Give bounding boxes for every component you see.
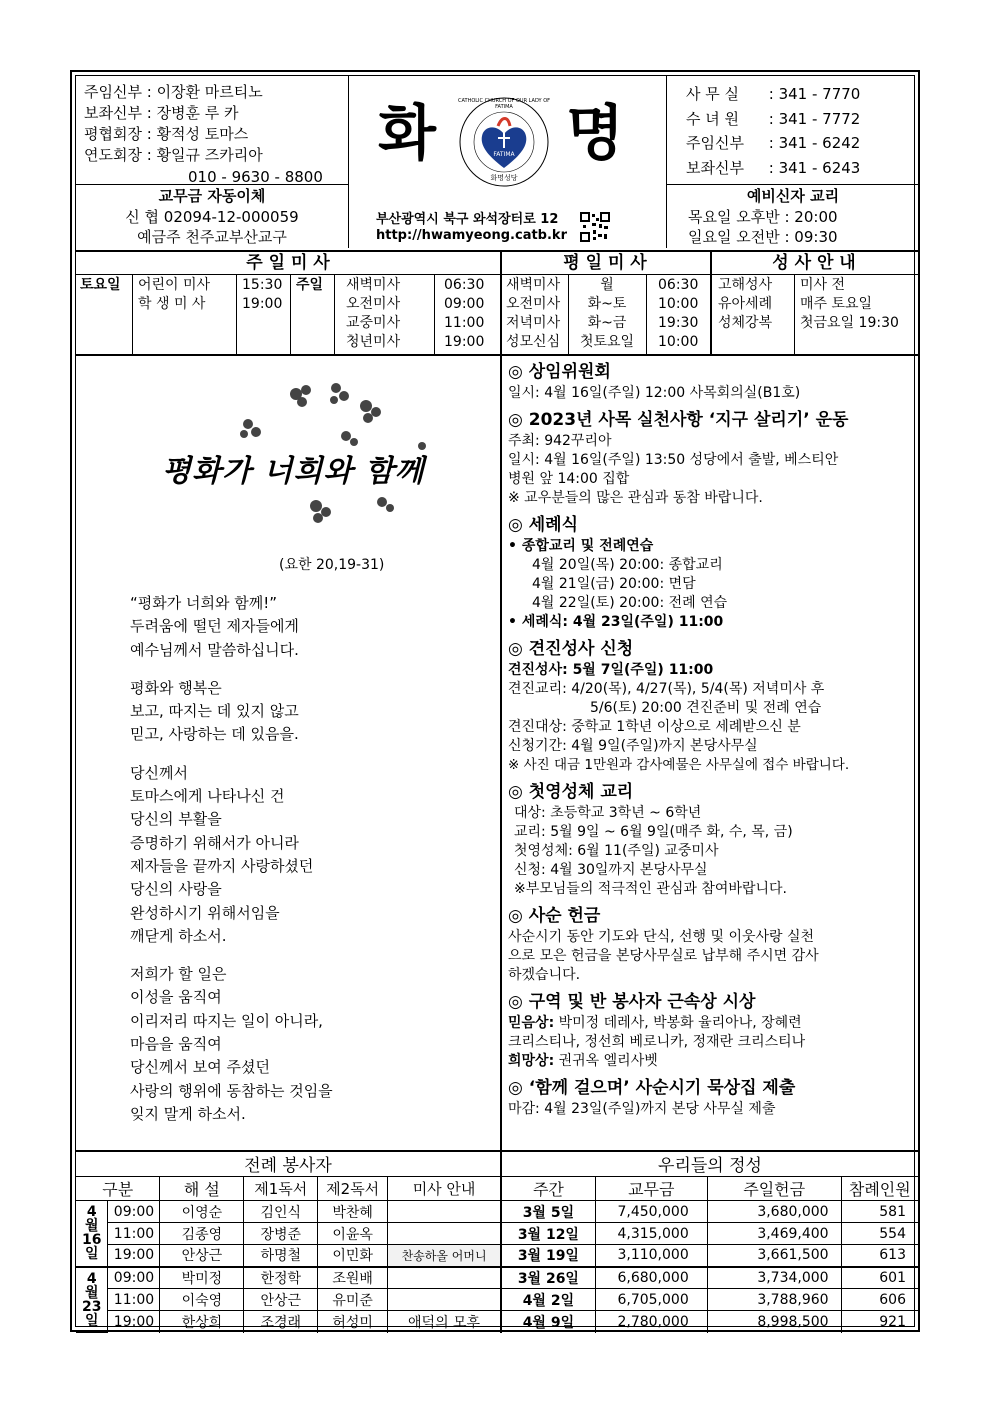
sunday-mass-title: 주 일 미 사 [246,253,330,273]
poem-line: 완성하시기 위해서임을 [130,903,280,922]
notices-column [508,360,916,1119]
sacrament-when: 첫금요일 19:30 [800,315,899,331]
notice-title: ◎ 견진성사 신청 [508,639,634,659]
notice-title: ◎ 첫영성체 교리 [508,782,634,802]
sacrament-name: 유아세례 [718,296,773,312]
date-cell: 4월23일 [76,1267,108,1333]
logo-bottom-text: 화명성당 [490,174,518,182]
col-header: 교무금 [595,1177,707,1201]
clergy-box [84,82,346,190]
notice-line: 하겠습니다. [508,967,581,983]
notice-line: 희망상: 권귀옥 엘리사벳 [508,1053,658,1069]
table-row: 11:00 이숙영 안상근 유미준 [76,1289,501,1311]
notice-line: 교리: 5월 9일 ~ 6월 9일(매주 화, 수, 목, 금) [514,824,793,840]
parish-address: 부산광역시 북구 와석장터로 12 [376,212,559,227]
sacrament-name: 성체강복 [718,315,773,331]
col-header: 미사 안내 [388,1177,501,1201]
qr-code-icon [580,212,610,242]
sunday-mass-time: 19:00 [444,334,485,350]
sacrament-title: 성 사 안 내 [772,253,856,273]
col-header: 참례인원 [841,1177,918,1201]
notice-line: ※ 사진 대금 1만원과 감사예물은 사무실에 접수 바랍니다. [508,757,850,773]
poem-line: 당신께서 [130,763,188,782]
calligraphy-artwork [136,376,436,536]
notice-line: ※부모님들의 적극적인 관심과 참여바랍니다. [514,881,787,897]
sunday-mass-name: 교중미사 [346,315,401,331]
poem-line: 토마스에게 나타나신 건 [130,787,285,806]
donation-box [76,186,348,248]
notice-line: 사순시기 동안 기도와 단식, 선행 및 이웃사랑 실천 [508,929,815,945]
poem-line: 평화와 행복은 [130,678,222,697]
catechumen-class-2: 일요일 오전반 : 09:30 [688,228,838,246]
notice-line: 4월 20일(목) 20:00: 종합교리 [532,557,723,573]
notice-line: 으로 모은 헌금을 본당사무실로 납부해 주시면 감사 [508,948,819,964]
poem-line: 당신께서 보여 주셨던 [130,1058,270,1077]
notice-line: 견진성사: 5월 7일(주일) 11:00 [508,662,714,678]
phone-row: 수 녀 원 : 341 - 7772 [686,109,861,128]
phone-box [686,82,916,180]
clergy-row: 평협회장 : 황적성 토마스 [84,125,249,143]
table-row: 4월 9일 2,780,000 8,998,500 921 [502,1311,919,1333]
saturday-mass-name: 학 생 미 사 [138,296,206,312]
offering-table [501,1151,918,1333]
weekday-mass-name: 새벽미사 [506,277,561,293]
poem-line: 보고, 따지는 데 있지 않고 [130,702,299,721]
notice-line: 신청: 4월 30일까지 본당사무실 [514,862,708,878]
poem-line: 깨닫게 하소서. [130,926,227,945]
poem-line: 증명하기 위해서가 아니라 [130,833,299,852]
poem-line: 마음을 움직여 [130,1035,222,1054]
phone-row: 사 무 실 : 341 - 7770 [686,85,861,103]
table-row: 3월 19일 3,110,000 3,661,500 613 [502,1245,919,1267]
notice-line: ※ 교우분들의 많은 관심과 동참 바랍니다. [508,490,763,506]
notice-line: 대상: 초등학교 3학년 ~ 6학년 [514,805,702,821]
table-row: 4월16일 09:00 이영순 김인식 박찬혜 [76,1201,501,1223]
weekday-mass-name: 성모신심 [506,334,561,350]
phone-row: 주임신부 : 341 - 6242 [686,134,861,152]
poem-line: 예수님께서 말씀하십니다. [130,640,299,659]
col-header: 제2독서 [318,1177,388,1201]
col-header: 주일헌금 [707,1177,841,1201]
weekday-mass-name: 오전미사 [506,296,561,312]
notice-line: 견진교리: 4/20(목), 4/27(목), 5/4(목) 저녁미사 후 [508,681,825,697]
sunday-mass-name: 새벽미사 [346,277,401,293]
clergy-row: 주임신부 : 이장환 마르티노 [84,83,263,101]
saturday-mass-time: 15:30 [242,277,283,293]
notice-line: 5/6(토) 20:00 견진준비 및 전례 연습 [590,700,822,716]
poem-line: 제자들을 끝까지 사랑하셨던 [130,856,314,875]
sunday-mass-time: 11:00 [444,315,485,331]
council-phone: 010 - 9630 - 8800 [188,168,323,186]
notice-line: 일시: 4월 16일(주일) 12:00 사목회의실(B1호) [508,385,801,401]
parish-website[interactable]: http://hwamyeong.catb.kr [376,228,567,243]
poem-line: 당신의 부활을 [130,810,222,829]
poem-line: 잊지 말게 하소서. [130,1104,246,1123]
clergy-row: 보좌신부 : 장병훈 루 카 [84,104,239,122]
catechumen-class-1: 목요일 오후반 : 20:00 [688,207,838,226]
notice-line: 마감: 4월 23일(주일)까지 본당 사무실 제출 [508,1101,776,1117]
sunday-mass-name: 청년미사 [346,334,401,350]
notice-bullet: • 종합교리 및 전례연습 [508,538,654,554]
poem-line: 당신의 사랑을 [130,880,222,899]
weekday-mass-time: 10:00 [658,334,699,350]
liturgy-title: 전례 봉사자 [76,1151,501,1177]
saturday-mass-name: 어린이 미사 [138,277,211,293]
donation-account: 신 협 02094-12-000059 [125,207,299,226]
notice-line: 일시: 4월 16일(주일) 13:50 성당에서 출발, 베스티안 [508,452,839,468]
bulletin-inner [75,75,915,1331]
weekday-mass-time: 19:30 [658,315,699,331]
weekday-mass-name: 저녁미사 [506,315,561,331]
table-row: 4월 2일 6,705,000 3,788,960 606 [502,1289,919,1311]
notice-title: ◎ 2023년 사목 실천사항 ‘지구 살리기’ 운동 [508,410,849,430]
logo-center-text: FATIMA [493,151,515,158]
donation-title: 교무금 자동이체 [158,187,266,205]
clergy-row: 연도회장 : 황일규 즈카리아 [84,146,263,164]
notice-line: 견진대상: 중학교 1학년 이상으로 세례받으신 분 [508,719,801,735]
poem-line: 저희가 할 일은 [130,965,227,984]
poem-line: “평화가 너희와 함께!” [130,594,278,612]
sunday-label: 주일 [296,277,324,293]
weekday-mass-day: 화~토 [587,296,627,312]
phone-row: 보좌신부 : 341 - 6243 [686,158,861,177]
notice-line: 믿음상: 박미정 데레사, 박봉화 율리아나, 장혜련 [508,1015,802,1031]
parish-logo [458,96,550,188]
liturgy-table [76,1151,501,1333]
col-header: 제1독서 [244,1177,318,1201]
saturday-mass-time: 19:00 [242,296,283,312]
weekday-mass-day: 첫토요일 [579,334,635,350]
notice-line: 첫영성체: 6월 11(주일) 교중미사 [514,843,719,859]
poem-line: 이리저리 따지는 일이 아니라, [130,1011,323,1030]
col-header: 구분 [76,1177,160,1201]
sacrament-when: 미사 전 [800,277,846,293]
logo-ring-text: CATHOLIC CHURCH OF OUR LADY OF FATIMA [458,98,551,110]
offering-title: 우리들의 정성 [502,1151,919,1177]
notice-line: 크리스티나, 정선희 베로니카, 정재란 크리스티나 [508,1034,806,1050]
notice-line: 병원 앞 14:00 집합 [508,471,630,487]
table-row: 3월 12일 4,315,000 3,469,400 554 [502,1223,919,1245]
weekday-mass-time: 10:00 [658,296,699,312]
notice-title: ◎ 사순 헌금 [508,906,601,926]
date-cell: 4월16일 [76,1201,108,1267]
sunday-mass-time: 06:30 [444,277,485,293]
meditation-poem [130,592,490,1126]
poem-line: 이성을 움직여 [130,988,222,1007]
weekday-mass-day: 화~금 [587,315,627,331]
table-row: 3월 5일 7,450,000 3,680,000 581 [502,1201,919,1223]
title-left: 화 [378,99,436,169]
table-row: 3월 26일 6,680,000 3,734,000 601 [502,1267,919,1289]
notice-line: 주최: 942꾸리아 [508,433,612,449]
title-right: 명 [566,99,624,169]
notice-line: 4월 21일(금) 20:00: 면담 [532,576,696,592]
donation-holder: 예금주 천주교부산교구 [137,228,287,246]
bulletin-frame [70,70,920,1332]
notice-title: ◎ 구역 및 반 봉사자 근속상 시상 [508,992,756,1012]
poem-line: 믿고, 사랑하는 데 있음을. [130,725,299,744]
table-row: 11:00 김종영 장병준 이윤옥 [76,1223,501,1245]
scripture-reference: (요한 20,19-31) [279,557,385,573]
weekday-mass-day: 월 [600,277,614,293]
weekday-mass-time: 06:30 [658,277,699,293]
col-header: 해 설 [160,1177,244,1201]
sacrament-name: 고해성사 [718,277,773,293]
sunday-mass-name: 오전미사 [346,296,401,312]
table-row: 4월23일 09:00 박미정 한정학 조원배 [76,1267,501,1289]
poem-line: 두려움에 떨던 제자들에게 [130,617,299,636]
sunday-mass-time: 09:00 [444,296,485,312]
notice-bullet: • 세례식: 4월 23일(주일) 11:00 [508,614,724,630]
notice-title: ◎ 상임위원회 [508,362,611,382]
sacrament-when: 매주 토요일 [800,296,873,312]
notice-line: 4월 22일(토) 20:00: 전례 연습 [532,595,728,611]
table-row: 19:00 안상근 하명철 이민화 찬송하올 어머니 [76,1245,501,1267]
catechumen-box [668,186,918,248]
weekday-mass-title: 평 일 미 사 [563,253,647,273]
saturday-label: 토요일 [80,277,121,293]
col-header: 주간 [502,1177,596,1201]
notice-line: 신청기간: 4월 9일(주일)까지 본당사무실 [508,738,758,754]
notice-title: ◎ ‘함께 걸으며’ 사순시기 묵상집 제출 [508,1078,796,1098]
catechumen-title: 예비신자 교리 [746,187,840,205]
calligraphy-text: 평화가 너희와 함께 [162,454,425,489]
notice-title: ◎ 세례식 [508,515,579,535]
poem-line: 사랑의 행위에 동참하는 것임을 [130,1081,333,1100]
table-row: 19:00 한상희 조경래 허성미 애덕의 모후 [76,1311,501,1333]
